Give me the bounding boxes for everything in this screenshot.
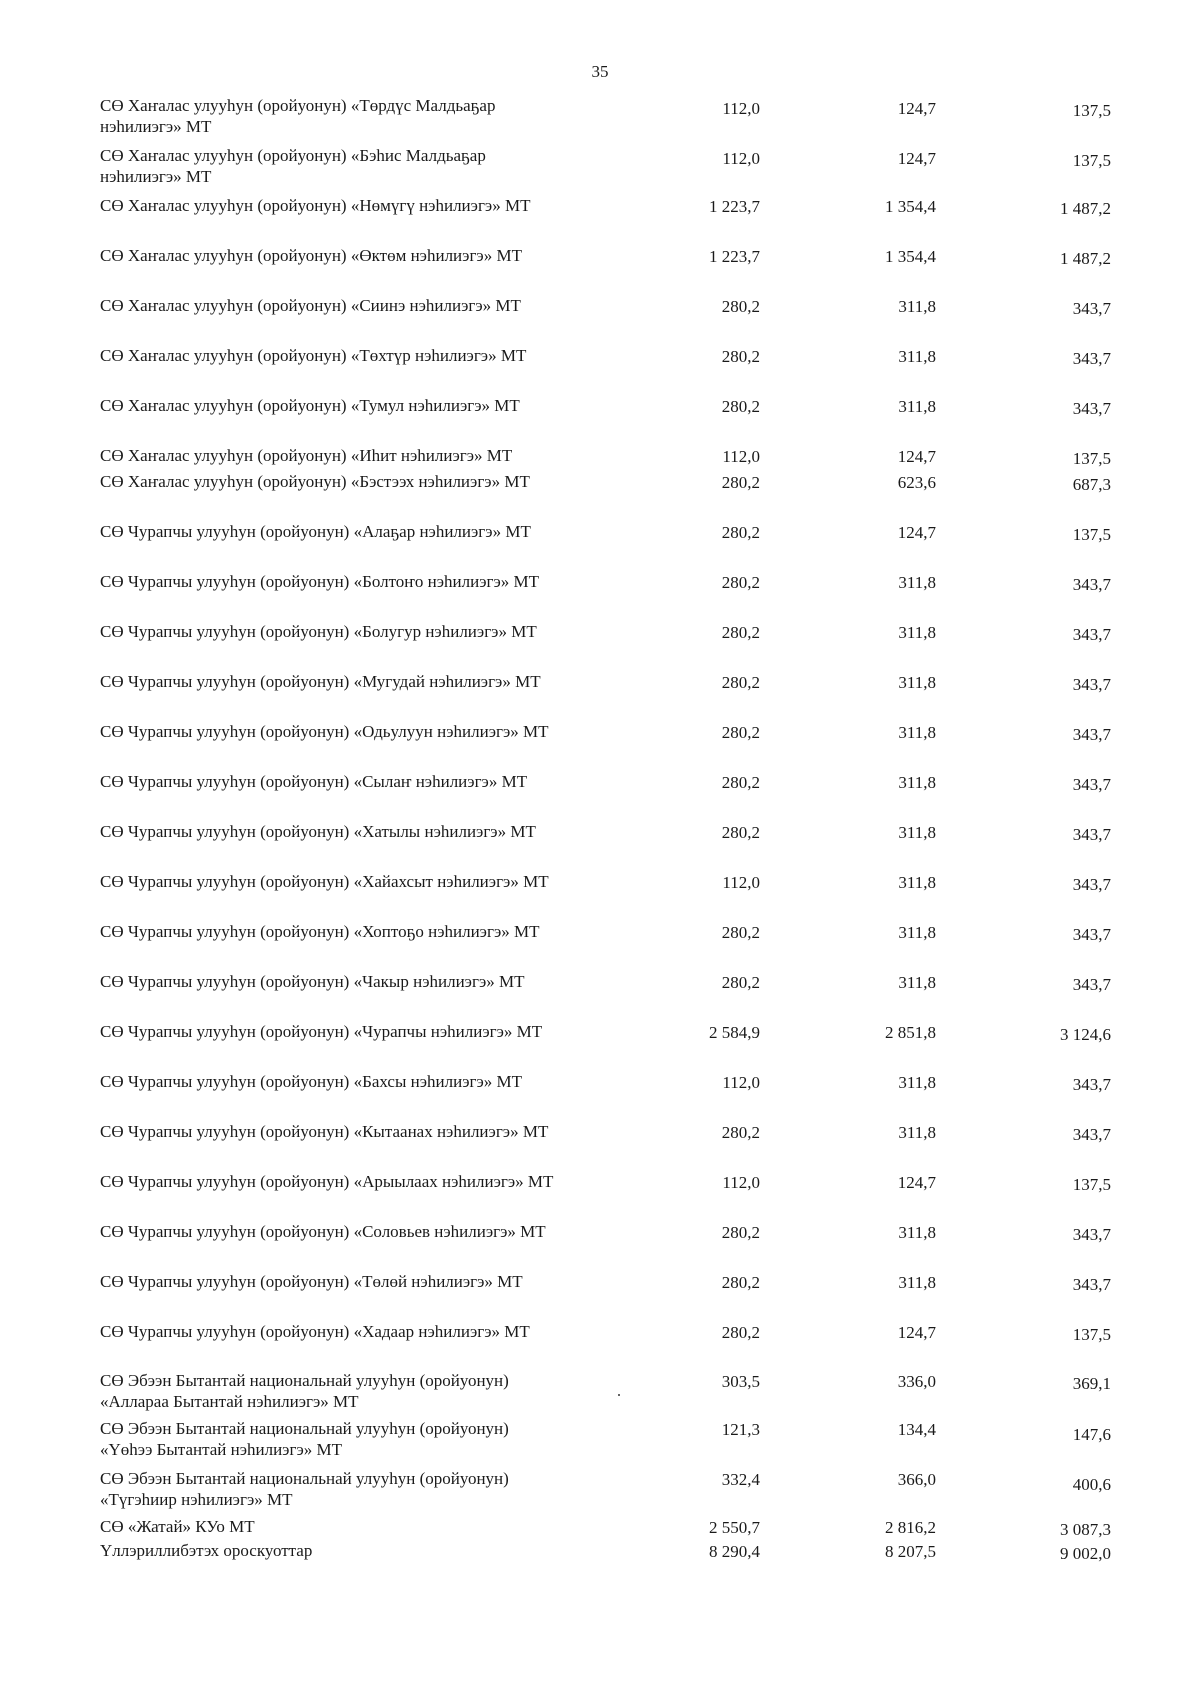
value-col-2: 124,7 xyxy=(897,523,936,542)
value-col-3: 3 087,3 xyxy=(1060,1520,1111,1539)
row-name: СӨ «Жатай» КУо МТ xyxy=(100,1517,255,1536)
value-col-1: 112,0 xyxy=(722,1173,760,1192)
value-col-1: 280,2 xyxy=(721,473,760,492)
value-col-3: 343,7 xyxy=(1072,349,1111,368)
value-col-1: 303,5 xyxy=(721,1372,760,1391)
value-col-2: 311,8 xyxy=(898,673,936,692)
value-col-2: 2 816,2 xyxy=(885,1518,936,1537)
value-col-1: 280,2 xyxy=(721,297,760,316)
value-col-1: 112,0 xyxy=(722,1073,760,1092)
value-col-3: 343,7 xyxy=(1072,575,1111,594)
value-col-1: 2 584,9 xyxy=(709,1023,760,1042)
value-col-1: 280,2 xyxy=(721,923,760,942)
value-col-1: 280,2 xyxy=(721,973,760,992)
value-col-1: 280,2 xyxy=(721,623,760,642)
value-col-1: 121,3 xyxy=(721,1420,760,1439)
value-col-1: 332,4 xyxy=(721,1470,760,1489)
row-name: СӨ Хаҥалас улууһун (оройуонун) «Төрдүс Малдьаҕар нэһилиэгэ» МТ xyxy=(100,96,496,136)
value-col-2: 1 354,4 xyxy=(885,247,936,266)
value-col-3: 343,7 xyxy=(1072,875,1111,894)
value-col-2: 311,8 xyxy=(898,1073,936,1092)
value-col-3: 343,7 xyxy=(1072,925,1111,944)
row-name: СӨ Чурапчы улууһун (оройуонун) «Мугудай нэһилиэгэ» МТ xyxy=(100,672,541,691)
value-col-3: 369,1 xyxy=(1072,1374,1111,1393)
value-col-3: 137,5 xyxy=(1072,101,1111,120)
value-col-3: 343,7 xyxy=(1072,1075,1111,1094)
value-col-2: 336,0 xyxy=(897,1372,936,1391)
value-col-3: 400,6 xyxy=(1072,1475,1111,1494)
row-name: СӨ Эбээн Бытантай национальнай улууһун (оройуонун) «Аллараа Бытантай нэһилиэгэ» МТ xyxy=(100,1371,509,1411)
value-col-3: 9 002,0 xyxy=(1060,1544,1111,1563)
value-col-1: 280,2 xyxy=(721,347,760,366)
value-col-2: 1 354,4 xyxy=(885,197,936,216)
value-col-2: 124,7 xyxy=(897,1173,936,1192)
row-name: СӨ Чурапчы улууһун (оройуонун) «Чурапчы нэһилиэгэ» МТ xyxy=(100,1022,543,1041)
row-name: СӨ Хаҥалас улууһун (оройуонун) «Өктөм нэһилиэгэ» МТ xyxy=(100,246,522,265)
value-col-2: 311,8 xyxy=(898,773,936,792)
value-col-3: 343,7 xyxy=(1072,1225,1111,1244)
value-col-1: 1 223,7 xyxy=(709,197,760,216)
row-name: СӨ Чурапчы улууһун (оройуонун) «Арыылаах нэһилиэгэ» МТ xyxy=(100,1172,554,1191)
row-name: СӨ Чурапчы улууһун (оройуонун) «Одьулуун нэһилиэгэ» МТ xyxy=(100,722,549,741)
value-col-3: 343,7 xyxy=(1072,1125,1111,1144)
row-name: СӨ Чурапчы улууһун (оройуонун) «Болтоҥо нэһилиэгэ» МТ xyxy=(100,572,540,591)
row-name: СӨ Эбээн Бытантай национальнай улууһун (оройуонун) «Түгэһиир нэһилиэгэ» МТ xyxy=(100,1469,509,1509)
value-col-1: 280,2 xyxy=(721,1273,760,1292)
row-name: СӨ Чурапчы улууһун (оройуонун) «Чакыр нэһилиэгэ» МТ xyxy=(100,972,525,991)
row-name: СӨ Чурапчы улууһун (оройуонун) «Алаҕар нэһилиэгэ» МТ xyxy=(100,522,531,541)
value-col-1: 112,0 xyxy=(722,99,760,118)
row-name: СӨ Чурапчы улууһун (оройуонун) «Сылаҥ нэһилиэгэ» МТ xyxy=(100,772,528,791)
value-col-2: 124,7 xyxy=(897,447,936,466)
value-col-2: 311,8 xyxy=(898,1273,936,1292)
row-name: СӨ Хаҥалас улууһун (оройуонун) «Иһит нэһилиэгэ» МТ xyxy=(100,446,513,465)
value-col-1: 280,2 xyxy=(721,1123,760,1142)
page-number: 35 xyxy=(591,62,609,81)
value-col-1: 8 290,4 xyxy=(709,1542,760,1561)
value-col-3: 3 124,6 xyxy=(1060,1025,1111,1044)
value-col-1: 280,2 xyxy=(721,673,760,692)
value-col-1: 112,0 xyxy=(722,447,760,466)
row-name: СӨ Чурапчы улууһун (оройуонун) «Бахсы нэһилиэгэ» МТ xyxy=(100,1072,523,1091)
row-name: СӨ Чурапчы улууһун (оройуонун) «Төлөй нэһилиэгэ» МТ xyxy=(100,1272,523,1291)
value-col-2: 311,8 xyxy=(898,973,936,992)
value-col-2: 124,7 xyxy=(897,1323,936,1342)
value-col-3: 343,7 xyxy=(1072,975,1111,994)
value-col-3: 343,7 xyxy=(1072,1275,1111,1294)
value-col-3: 343,7 xyxy=(1072,399,1111,418)
value-col-3: 343,7 xyxy=(1072,625,1111,644)
value-col-3: 147,6 xyxy=(1072,1425,1111,1444)
row-name: СӨ Чурапчы улууһун (оройуонун) «Хайахсыт нэһилиэгэ» МТ xyxy=(100,872,549,891)
row-name: СӨ Хаҥалас улууһун (оройуонун) «Тумул нэһилиэгэ» МТ xyxy=(100,396,520,415)
row-name: СӨ Чурапчы улууһун (оройуонун) «Хатылы нэһилиэгэ» МТ xyxy=(100,822,536,841)
value-col-3: 343,7 xyxy=(1072,675,1111,694)
value-col-2: 2 851,8 xyxy=(885,1023,936,1042)
value-col-3: 137,5 xyxy=(1072,525,1111,544)
value-col-1: 2 550,7 xyxy=(709,1518,760,1537)
value-col-3: 343,7 xyxy=(1072,775,1111,794)
row-name: СӨ Чурапчы улууһун (оройуонун) «Соловьев нэһилиэгэ» МТ xyxy=(100,1222,546,1241)
value-col-1: 280,2 xyxy=(721,523,760,542)
value-col-2: 311,8 xyxy=(898,873,936,892)
row-name: СӨ Хаҥалас улууһун (оройуонун) «Нөмүгү нэһилиэгэ» МТ xyxy=(100,196,531,215)
row-name: СӨ Хаҥалас улууһун (оройуонун) «Бэһис Малдьаҕар нэһилиэгэ» МТ xyxy=(100,146,486,186)
value-col-2: 8 207,5 xyxy=(885,1542,936,1561)
value-col-2: 124,7 xyxy=(897,149,936,168)
value-col-2: 311,8 xyxy=(898,1123,936,1142)
stray-mark xyxy=(618,1394,620,1396)
value-col-3: 343,7 xyxy=(1072,299,1111,318)
value-col-3: 343,7 xyxy=(1072,825,1111,844)
value-col-3: 343,7 xyxy=(1072,725,1111,744)
value-col-2: 311,8 xyxy=(898,397,936,416)
value-col-1: 280,2 xyxy=(721,573,760,592)
value-col-1: 1 223,7 xyxy=(709,247,760,266)
value-col-3: 1 487,2 xyxy=(1060,249,1111,268)
value-col-1: 112,0 xyxy=(722,873,760,892)
value-col-3: 137,5 xyxy=(1072,1175,1111,1194)
value-col-1: 280,2 xyxy=(721,397,760,416)
value-col-2: 311,8 xyxy=(898,347,936,366)
value-col-2: 311,8 xyxy=(898,623,936,642)
value-col-3: 137,5 xyxy=(1072,151,1111,170)
value-col-2: 311,8 xyxy=(898,573,936,592)
value-col-2: 366,0 xyxy=(897,1470,936,1489)
value-col-1: 280,2 xyxy=(721,723,760,742)
value-col-3: 137,5 xyxy=(1072,449,1111,468)
row-name: СӨ Чурапчы улууһун (оройуонун) «Хоптоҕо нэһилиэгэ» МТ xyxy=(100,922,540,941)
value-col-3: 137,5 xyxy=(1072,1325,1111,1344)
row-name: СӨ Чурапчы улууһун (оройуонун) «Хадаар нэһилиэгэ» МТ xyxy=(100,1322,530,1341)
value-col-1: 280,2 xyxy=(721,773,760,792)
value-col-2: 311,8 xyxy=(898,923,936,942)
value-col-1: 280,2 xyxy=(721,1223,760,1242)
value-col-2: 623,6 xyxy=(897,473,936,492)
value-col-2: 311,8 xyxy=(898,1223,936,1242)
value-col-1: 280,2 xyxy=(721,1323,760,1342)
row-name: Үллэриллибэтэх ороскуоттар xyxy=(100,1541,313,1560)
value-col-2: 311,8 xyxy=(898,823,936,842)
row-name: СӨ Чурапчы улууһун (оройуонун) «Болугур нэһилиэгэ» МТ xyxy=(100,622,537,641)
value-col-3: 687,3 xyxy=(1072,475,1111,494)
row-name: СӨ Хаҥалас улууһун (оройуонун) «Төхтүр нэһилиэгэ» МТ xyxy=(100,346,527,365)
value-col-2: 134,4 xyxy=(897,1420,936,1439)
value-col-1: 112,0 xyxy=(722,149,760,168)
row-name: СӨ Хаҥалас улууһун (оройуонун) «Бэстээх нэһилиэгэ» МТ xyxy=(100,472,530,491)
row-name: СӨ Чурапчы улууһун (оройуонун) «Кытаанах нэһилиэгэ» МТ xyxy=(100,1122,549,1141)
value-col-1: 280,2 xyxy=(721,823,760,842)
value-col-2: 124,7 xyxy=(897,99,936,118)
value-col-2: 311,8 xyxy=(898,297,936,316)
row-name: СӨ Хаҥалас улууһун (оройуонун) «Сиинэ нэһилиэгэ» МТ xyxy=(100,296,521,315)
row-name: СӨ Эбээн Бытантай национальнай улууһун (оройуонун) «Үөһээ Бытантай нэһилиэгэ» МТ xyxy=(100,1419,509,1459)
value-col-2: 311,8 xyxy=(898,723,936,742)
value-col-3: 1 487,2 xyxy=(1060,199,1111,218)
